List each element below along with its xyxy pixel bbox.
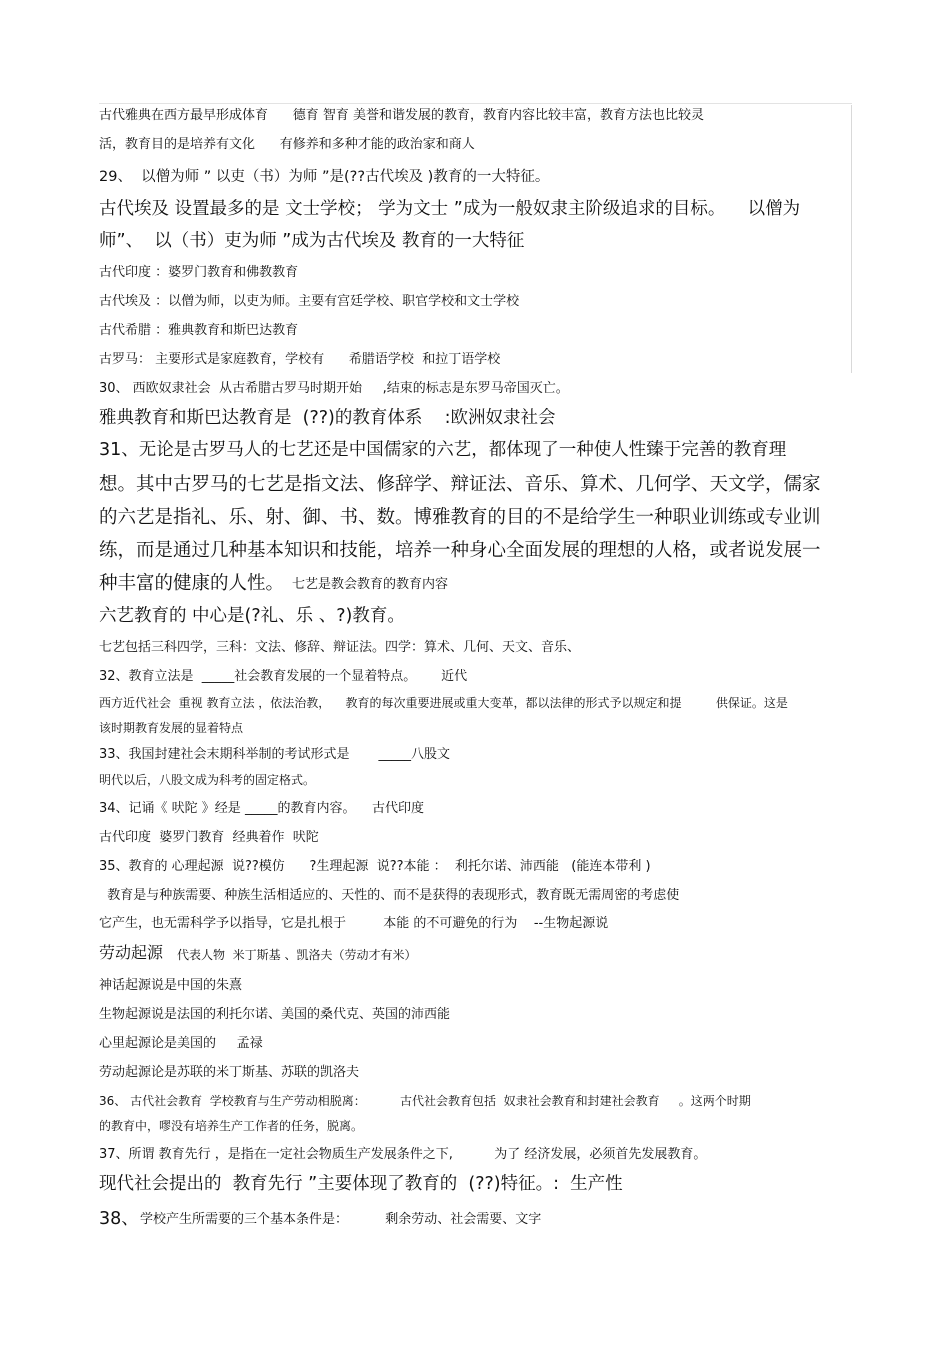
text-line: 古代埃及 设置最多的是 文士学校； 学为文士 ”成为一般奴隶主阶级追求的目标。 以僧为: [99, 199, 801, 219]
text-line: 学校产生所需要的三个基本条件是： 剩余劳动、社会需要、文字: [140, 1212, 542, 1227]
text-line: 六艺教育的 中心是(?礼、乐 、?)教育。: [99, 606, 405, 626]
text-line: 明代以后，八股文成为科考的固定格式。: [99, 773, 316, 787]
text-line: 34、记诵《 吠陀 》经是 _____的教育内容。 古代印度: [99, 801, 424, 816]
text-line: 的六艺是指礼、乐、射、御、书、数。博雅教育的目的不是给学生一种职业训练或专业训: [99, 507, 821, 528]
text-line: 种丰富的健康的人性。: [99, 573, 285, 594]
text-line: 31、无论是古罗马人的七艺还是中国儒家的六艺，都体现了一种使人性臻于完善的教育理: [99, 440, 787, 460]
text-line: 它产生，也无需科学予以指导，它是扎根于 本能 的不可避免的行为 --生物起源说: [99, 916, 609, 931]
text-line: 劳动起源: [99, 943, 164, 962]
text-line: 现代社会提出的 教育先行 ”主要体现了教育的 (??)特征。: 生产性: [99, 1174, 623, 1194]
text-line: 29、 以僧为师 ” 以吏（书）为师 ”是(??古代埃及 )教育的一大特征。: [99, 169, 550, 185]
text-line: 36、 古代社会教育 学校教育与生产劳动相脱离： 古代社会教育包括 奴隶社会教育和封建社会教育 。这两个时期: [99, 1094, 751, 1108]
text-line: 代表人物 米丁斯基 、凯洛夫（劳动才有米）: [177, 948, 417, 962]
text-line: 33、我国封建社会末期科举制的考试形式是 _____八股文: [99, 747, 450, 762]
text-line: 想。其中古罗马的七艺是指文法、修辞学、辩证法、音乐、算术、几何学、天文学，儒家: [99, 474, 821, 495]
text-line: 心里起源论是美国的 孟禄: [99, 1036, 263, 1051]
text-line: 古代印度 ：婆罗门教育和佛教教育: [99, 265, 299, 280]
text-line: 七艺包括三科四学，三科：文法、修辞、辩证法。四学：算术、几何、天文、音乐、: [99, 640, 581, 655]
text-line: 西方近代社会 重视 教育立法 ，依法治教， 教育的每次重要进展或重大变革，都以法律的形式予以规定和提 供保证。这是: [99, 696, 788, 710]
text-line: 生物起源说是法国的利托尔诺、美国的桑代克、英国的沛西能: [99, 1007, 451, 1022]
text-line: 教育是与种族需要、种族生活相适应的、天性的、而不是获得的表现形式，教育既无需周密的考虑使: [99, 888, 680, 903]
text-line: 古代印度 婆罗门教育 经典着作 吠陀: [99, 830, 319, 845]
text-line: 的教育中，嘐没有培养生产工作者的任务，脱离。: [99, 1119, 364, 1133]
text-line: 古罗马： 主要形式是家庭教育，学校有 希腊语学校 和拉丁语学校: [99, 352, 501, 367]
text-line: 活，教育目的是培养有文化 有修养和多种才能的政治家和商人: [99, 137, 475, 152]
text-line: 师”、 以（书）吏为师 ”成为古代埃及 教育的一大特征: [99, 231, 525, 251]
text-line: 古代雅典在西方最早形成体育 德育 智育 美誉和谐发展的教育，教育内容比较丰富，教育方法也比较灵: [99, 108, 705, 123]
text-line: 练，而是通过几种基本知识和技能，培养一种身心全面发展的理想的人格，或者说发展一: [99, 540, 821, 561]
text-line: 劳动起源论是苏联的米丁斯基、苏联的凯洛夫: [99, 1065, 360, 1080]
text-line: 35、教育的 心理起源 说??模仿 ?生理起源 说??本能 ： 利托尔诺、沛西能 (能连本带利 ): [99, 859, 651, 874]
text-line: 32、教育立法是 _____社会教育发展的一个显着特点。 近代: [99, 669, 468, 684]
top-border-line: [99, 103, 852, 104]
text-line: 该时期教育发展的显着特点: [99, 721, 244, 735]
right-border-line: [851, 105, 852, 373]
text-line: 30、 西欧奴隶社会 从古希腊古罗马时期开始 ,结束的标志是东罗马帝国灭亡。: [99, 381, 569, 396]
text-line: 38、: [99, 1209, 139, 1229]
text-line: 雅典教育和斯巴达教育是 (??)的教育体系 :欧洲奴隶社会: [99, 408, 556, 428]
text-line: 37、所谓 教育先行 ，是指在一定社会物质生产发展条件之下, 为了 经济发展，必须首先发展教育。: [99, 1147, 707, 1162]
text-line: 古代希腊 ：雅典教育和斯巴达教育: [99, 323, 299, 338]
text-line: 神话起源说是中国的朱熹: [99, 978, 243, 993]
text-line: 七艺是教会教育的教育内容: [292, 577, 449, 592]
text-line: 古代埃及 ：以僧为师，以吏为师。主要有宫廷学校、职官学校和文士学校: [99, 294, 520, 309]
